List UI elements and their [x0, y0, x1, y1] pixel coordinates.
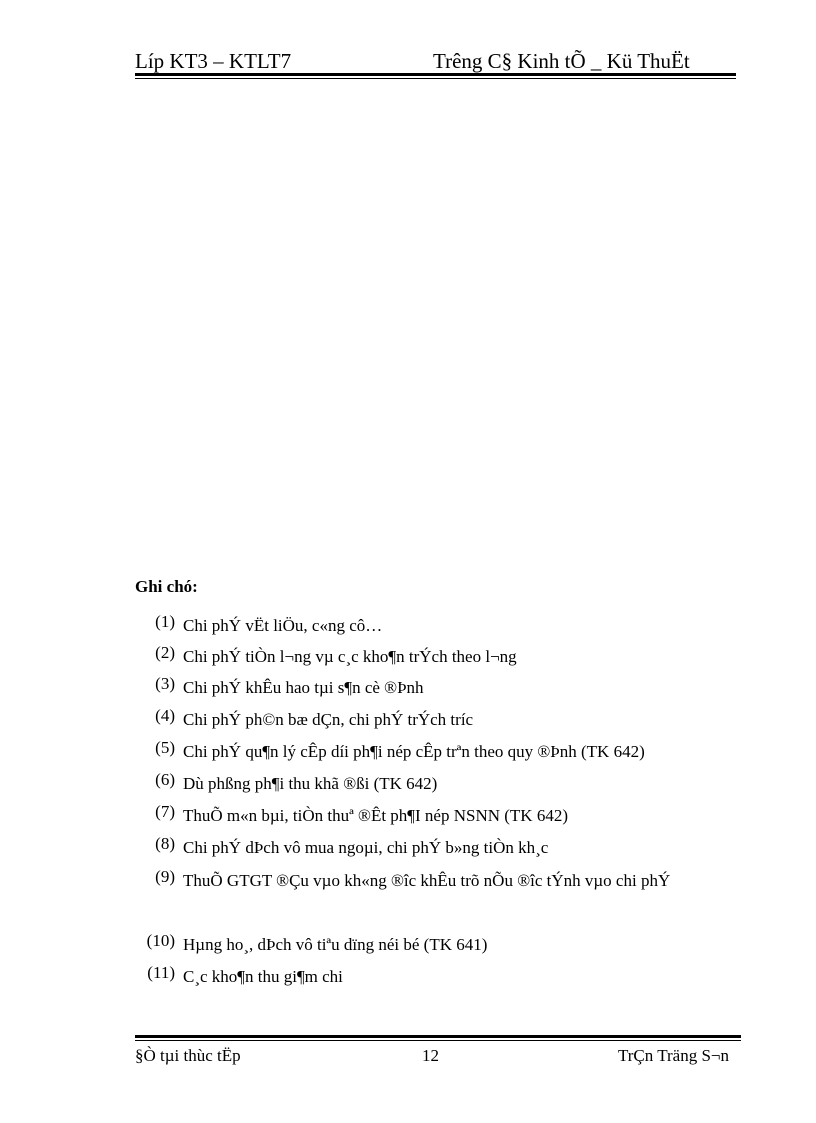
- note-number: (6): [155, 770, 175, 789]
- footer-divider: [135, 1035, 741, 1038]
- note-text: ThuÕ GTGT ®Çu vµo kh«ng ®îc khÊu trõ nÕu ®îc tÝnh vµo chi phÝ: [183, 871, 671, 890]
- note-number: (2): [155, 643, 175, 662]
- note-number: (10): [146, 931, 175, 950]
- note-text: ThuÕ m«n bµi, tiÒn thuª ®Êt ph¶I nép NSNN (TK 642): [183, 806, 568, 825]
- note-number: (4): [155, 706, 175, 725]
- note-number: (7): [155, 802, 175, 821]
- page-number: 12: [422, 1046, 439, 1065]
- note-text: Chi phÝ vËt liÖu, c«ng cô…: [183, 616, 383, 635]
- footer-author: TrÇn Träng S¬n: [617, 1046, 729, 1065]
- header-divider-thin: [135, 78, 736, 79]
- header-class-label: Líp KT3 – KTLT7: [135, 49, 292, 73]
- note-text: Chi phÝ qu¶n lý cÊp díi ph¶i nép cÊp trªn theo quy ®Þnh (TK 642): [183, 742, 645, 761]
- page-footer: [135, 1045, 735, 1069]
- note-text: Chi phÝ dÞch vô mua ngoµi, chi phÝ b»ng tiÒn kh¸c: [183, 838, 549, 857]
- note-number: (9): [155, 867, 175, 886]
- note-text: Chi phÝ tiÒn l¬ng vµ c¸c kho¶n trÝch theo l¬ng: [183, 647, 517, 666]
- note-number: (8): [155, 834, 175, 853]
- note-number: (1): [155, 612, 175, 631]
- notes-title: Ghi chó:: [135, 577, 198, 596]
- note-number: (11): [147, 963, 175, 982]
- header-divider: [135, 73, 736, 76]
- footer-topic: §Ò tµi thùc tËp: [135, 1046, 241, 1065]
- note-text: Chi phÝ ph©n bæ dÇn, chi phÝ trÝch tríc: [183, 710, 474, 729]
- note-text: Hµng ho¸, dÞch vô tiªu dïng néi bé (TK 641): [183, 935, 488, 954]
- note-text: C¸c kho¶n thu gi¶m chi: [183, 967, 343, 986]
- note-text: Dù phßng ph¶i thu khã ®ßi (TK 642): [183, 774, 438, 793]
- note-text: Chi phÝ khÊu hao tµi s¶n cè ®Þnh: [183, 678, 424, 697]
- note-number: (3): [155, 674, 175, 693]
- note-number: (5): [155, 738, 175, 757]
- header-school-name: Trêng C§ Kinh tÕ _ Kü ThuËt: [433, 49, 690, 73]
- footer-divider-thin: [135, 1040, 741, 1041]
